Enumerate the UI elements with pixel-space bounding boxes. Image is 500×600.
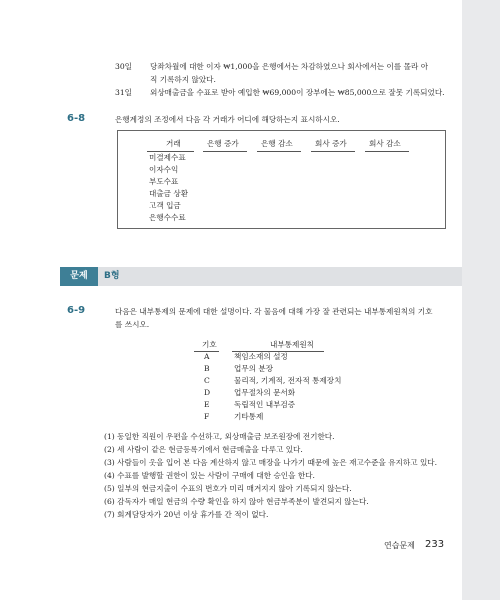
- col-header-company-increase: 회사 증가: [315, 139, 347, 148]
- problem-number-6-9: 6-9: [67, 305, 86, 316]
- page-number: 233: [425, 539, 445, 550]
- question-item: (2) 세 사람이 같은 현금등록기에서 현금매출을 다루고 있다.: [104, 445, 303, 454]
- section-header-label: B형: [104, 271, 120, 281]
- transaction-row: 은행수수료: [149, 213, 186, 222]
- principle-table-header-code: 기호: [202, 340, 217, 349]
- principle-name: 물리적, 기계적, 전자적 통제장치: [234, 376, 342, 385]
- entry-day-30: 30일: [115, 62, 132, 71]
- question-item: (5) 일부의 현금지출이 수표의 번호가 미리 매겨지지 않아 기록되지 않는다.: [104, 484, 352, 493]
- principle-name: 업무절차의 문서화: [234, 388, 296, 397]
- problem-6-9-prompt-line1: 다음은 내부통제의 문제에 대한 설명이다. 각 물음에 대해 가장 잘 관련되는 내부통제원칙의 기호: [115, 307, 433, 316]
- col-header-bank-increase: 은행 증가: [207, 139, 239, 148]
- col-underline-bank-decrease: [257, 151, 301, 152]
- principle-name: 책임소재의 설정: [234, 352, 288, 361]
- problem-number-6-8: 6-8: [67, 113, 86, 124]
- transaction-row: 이자수익: [149, 165, 179, 174]
- principle-code: C: [204, 376, 210, 385]
- entry-day-31: 31일: [115, 88, 132, 97]
- question-item: (1) 동일한 직원이 우편을 수선하고, 외상매출금 보조원장에 전기한다.: [104, 432, 335, 441]
- principle-code: B: [204, 364, 210, 373]
- col-header-bank-decrease: 은행 감소: [261, 139, 293, 148]
- col-underline-company-increase: [311, 151, 355, 152]
- principle-name: 업무의 분장: [234, 364, 274, 373]
- transaction-row: 고객 입금: [149, 201, 181, 210]
- question-item: (3) 사람들이 옷을 입어 본 다음 계산하지 않고 매장을 나가기 때문에 높은 재고수준을 유지하고 있다.: [104, 458, 438, 467]
- col-header-transaction: 거래: [166, 139, 181, 148]
- entry-30-line1: 당좌차월에 대한 이자 ₩1,000을 은행에서는 차감하였으나 회사에서는 이를 몰라 아: [150, 62, 429, 71]
- entry-30-line2: 직 기록하지 않았다.: [150, 75, 216, 84]
- problem-6-8-prompt: 은행계정의 조정에서 다음 각 거래가 어디에 해당하는지 표시하시오.: [115, 115, 340, 124]
- side-margin-strip: [462, 0, 500, 600]
- col-underline-company-decrease: [365, 151, 409, 152]
- col-header-company-decrease: 회사 감소: [369, 139, 401, 148]
- principle-code: A: [204, 352, 210, 361]
- entry-31-line1: 외상매출금을 수표로 받아 예입한 ₩69,000이 장부에는 ₩85,000으로 잘못 기록되었다.: [150, 88, 445, 97]
- section-header-tab-label: 문제: [70, 271, 88, 281]
- principle-code: F: [204, 412, 210, 421]
- footer-section-label: 연습문제: [384, 541, 415, 550]
- section-header-bar: [60, 267, 462, 286]
- principle-name: 독립적인 내부검증: [234, 400, 296, 409]
- principle-code: D: [204, 388, 211, 397]
- transaction-row: 미결제수표: [149, 153, 186, 162]
- principle-name: 기타통제: [234, 412, 264, 421]
- section-header-tab: [60, 267, 98, 286]
- question-item: (6) 감독자가 매일 현금의 수량 확인을 하지 않아 현금부족분이 발견되지 않는다.: [104, 497, 369, 506]
- question-item: (4) 수표를 발행할 권한이 있는 사람이 구매에 대한 승인을 한다.: [104, 471, 315, 480]
- question-item: (7) 회계담당자가 20년 이상 휴가를 간 적이 없다.: [104, 510, 269, 519]
- transaction-row: 부도수표: [149, 177, 179, 186]
- transaction-row: 대출금 상환: [149, 189, 189, 198]
- col-underline-transaction: [147, 151, 194, 152]
- principle-code: E: [204, 400, 210, 409]
- problem-6-9-prompt-line2: 를 쓰시오.: [115, 320, 150, 329]
- col-underline-bank-increase: [203, 151, 247, 152]
- principle-table-header-principle: 내부통제원칙: [270, 340, 315, 349]
